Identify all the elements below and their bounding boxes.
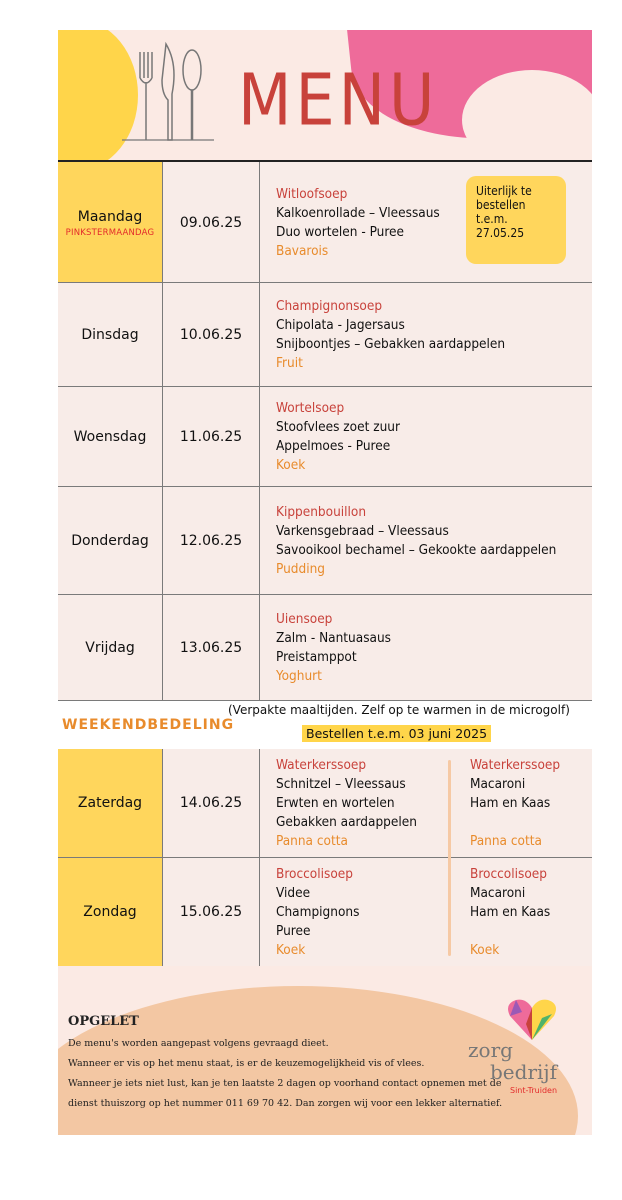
- soup: Uiensoep: [276, 611, 333, 627]
- day-label: Maandag: [77, 208, 143, 225]
- weekend-order-deadline: Bestellen t.e.m. 03 juni 2025: [302, 725, 491, 742]
- menu-page: [58, 30, 592, 1135]
- dessert: Pudding: [276, 561, 325, 577]
- note-line: bestellen: [476, 198, 526, 212]
- main-dish: Videe: [276, 884, 311, 901]
- dessert: Koek: [276, 457, 306, 473]
- day-cell: Woensdag: [58, 387, 163, 487]
- main-dish: Kalkoenrollade – Vleessaus: [276, 205, 440, 221]
- alternative-menu: [470, 749, 560, 857]
- page-title: MENU: [238, 58, 439, 142]
- day-cell: Zaterdag: [58, 749, 163, 857]
- date-cell: 11.06.25: [163, 387, 260, 487]
- date-cell: 10.06.25: [163, 283, 260, 387]
- cutlery-icon: [118, 38, 218, 148]
- side-dish: Snijboontjes – Gebakken aardappelen: [276, 336, 506, 352]
- soup: Witloofsoep: [276, 186, 348, 202]
- soup: Waterkerssoep: [470, 756, 561, 773]
- table-row: [58, 594, 592, 701]
- notice-line: dienst thuiszorg op het nummer 011 69 70 42. Dan zorgen wij voor een lekker alternatief.: [68, 1098, 503, 1109]
- table-row: [58, 160, 592, 284]
- day-cell: Zondag: [58, 858, 163, 966]
- footer-notice: [68, 1012, 502, 1114]
- notice-line: Wanneer er vis op het menu staat, is er de keuzemogelijkheid vis of vlees.: [68, 1058, 425, 1069]
- day-cell: [58, 162, 163, 284]
- logo-city: Sint-Truiden: [510, 1086, 558, 1095]
- side-dish: Savooikool bechamel – Gekookte aardappelen: [276, 542, 557, 558]
- menu-cell: [260, 749, 592, 857]
- holiday-label: PINKSTERMAANDAG: [65, 227, 155, 238]
- soup: Wortelsoep: [276, 400, 345, 416]
- dessert: Yoghurt: [276, 668, 322, 684]
- menu-cell: [260, 595, 592, 701]
- notice-title: OPGELET: [68, 1014, 139, 1029]
- main-dish: Macaroni: [470, 775, 526, 792]
- day-cell: Donderdag: [58, 487, 163, 595]
- note-line: t.e.m.: [476, 212, 508, 226]
- menu-cell: [260, 487, 592, 595]
- dessert: Koek: [470, 941, 500, 958]
- logo-text: bedrijf: [490, 1060, 558, 1084]
- main-dish: Stoofvlees zoet zuur: [276, 419, 400, 435]
- table-row: [58, 749, 592, 857]
- soup: Champignonsoep: [276, 298, 383, 314]
- alternative-menu: [470, 858, 550, 966]
- soup: Waterkerssoep: [276, 756, 367, 773]
- table-row: [58, 386, 592, 487]
- logo-heart-icon: [502, 994, 562, 1044]
- dessert: Panna cotta: [276, 832, 348, 849]
- date-cell: 09.06.25: [163, 162, 260, 284]
- date-cell: 15.06.25: [163, 858, 260, 966]
- weekend-title: WEEKENDBEDELING: [62, 717, 235, 733]
- side-dish: Champignons: [276, 903, 360, 920]
- date-cell: 12.06.25: [163, 487, 260, 595]
- logo-text: zorg: [468, 1038, 513, 1062]
- table-row: [58, 857, 592, 966]
- main-dish: Zalm - Nantuasaus: [276, 630, 391, 646]
- footer: [58, 966, 592, 1135]
- date-cell: 14.06.25: [163, 749, 260, 857]
- order-deadline-note: [466, 176, 566, 264]
- zorgbedrijf-logo: [468, 994, 578, 1114]
- side-dish: Erwten en wortelen: [276, 794, 395, 811]
- table-row: [58, 486, 592, 595]
- menu-cell: [260, 858, 592, 966]
- side-dish: Preistamppot: [276, 649, 357, 665]
- menu-cell: [260, 387, 592, 487]
- soup: Broccolisoep: [470, 865, 547, 882]
- main-dish: Macaroni: [470, 884, 526, 901]
- menu-header: [58, 30, 592, 160]
- weekend-banner: [58, 700, 592, 750]
- dessert: Fruit: [276, 355, 303, 371]
- notice-line: Wanneer je iets niet lust, kan je ten laatste 2 dagen op voorhand contact opnemen met de: [68, 1078, 502, 1089]
- notice-line: De menu's worden aangepast volgens gevraagd dieet.: [68, 1038, 329, 1049]
- side-dish: Ham en Kaas: [470, 794, 551, 811]
- note-line: 27.05.25: [476, 226, 525, 240]
- side-dish: Appelmoes - Puree: [276, 438, 391, 454]
- soup: Broccolisoep: [276, 865, 353, 882]
- main-dish: Varkensgebraad – Vleessaus: [276, 523, 449, 539]
- dessert: Panna cotta: [470, 832, 542, 849]
- main-dish: Chipolata - Jagersaus: [276, 317, 405, 333]
- side-dish: Puree: [276, 922, 311, 939]
- side-dish: Duo wortelen - Puree: [276, 224, 404, 240]
- menu-cell: [260, 283, 592, 387]
- menu-cell: [260, 162, 592, 284]
- weekend-note: (Verpakte maaltijden. Zelf op te warmen in de microgolf): [228, 703, 570, 717]
- note-line: Uiterlijk te: [476, 184, 532, 198]
- day-cell: Dinsdag: [58, 283, 163, 387]
- soup: Kippenbouillon: [276, 504, 367, 520]
- dessert: Bavarois: [276, 243, 329, 259]
- table-row: [58, 282, 592, 387]
- side-dish: Ham en Kaas: [470, 903, 551, 920]
- dessert: Koek: [276, 941, 306, 958]
- date-cell: 13.06.25: [163, 595, 260, 701]
- column-divider: [448, 760, 451, 956]
- day-cell: Vrijdag: [58, 595, 163, 701]
- side-dish: Gebakken aardappelen: [276, 813, 417, 830]
- main-dish: Schnitzel – Vleessaus: [276, 775, 406, 792]
